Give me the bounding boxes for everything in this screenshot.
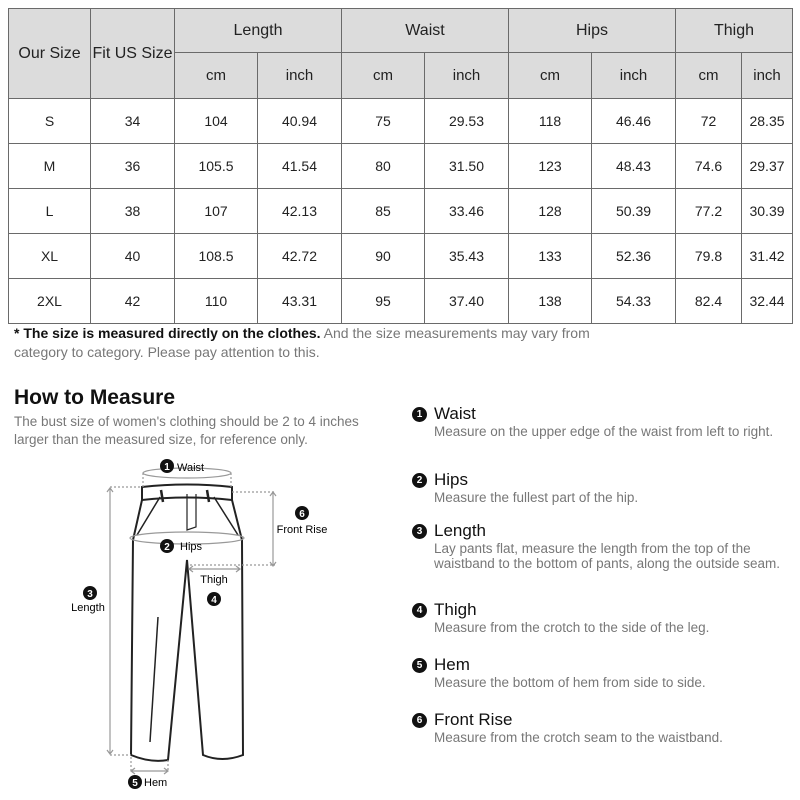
header-waist: Waist — [342, 9, 509, 53]
size-note — [14, 324, 634, 362]
table-cell: 110 — [175, 279, 258, 324]
table-row — [9, 234, 793, 279]
measure-item-heading — [412, 404, 792, 424]
pants-diagram — [0, 440, 400, 800]
table-cell: 31.50 — [425, 144, 509, 189]
table-row — [9, 99, 793, 144]
table-cell: 54.33 — [592, 279, 676, 324]
measure-item-heading — [412, 470, 792, 490]
badge-3: 3 — [87, 589, 93, 600]
table-cell: 107 — [175, 189, 258, 234]
label-waist: Waist — [177, 462, 205, 474]
table-cell: 90 — [342, 234, 425, 279]
header-unit-inch: inch — [258, 53, 342, 99]
table-cell: 33.46 — [425, 189, 509, 234]
number-badge-icon: 2 — [412, 473, 427, 488]
table-cell: 95 — [342, 279, 425, 324]
number-badge-icon: 6 — [412, 713, 427, 728]
table-cell: 38 — [91, 189, 175, 234]
measure-item — [412, 470, 792, 505]
header-unit-inch: inch — [742, 53, 793, 99]
table-cell: 108.5 — [175, 234, 258, 279]
badge-5: 5 — [132, 778, 138, 789]
header-thigh: Thigh — [676, 9, 793, 53]
table-cell: XL — [9, 234, 91, 279]
table-cell: S — [9, 99, 91, 144]
table-cell: 30.39 — [742, 189, 793, 234]
table-cell: 35.43 — [425, 234, 509, 279]
table-cell: 133 — [509, 234, 592, 279]
table-cell: 41.54 — [258, 144, 342, 189]
table-cell: 34 — [91, 99, 175, 144]
table-cell: 42.13 — [258, 189, 342, 234]
table-cell: 138 — [509, 279, 592, 324]
table-cell: 40.94 — [258, 99, 342, 144]
table-cell: 128 — [509, 189, 592, 234]
header-hips: Hips — [509, 9, 676, 53]
measure-item-heading — [412, 655, 792, 675]
measure-item-desc: Lay pants flat, measure the length from the top of the waistband to the bottom of pants, along the outside seam. — [434, 541, 780, 571]
table-cell: 50.39 — [592, 189, 676, 234]
number-badge-icon: 1 — [412, 407, 427, 422]
measure-item — [412, 404, 792, 439]
table-cell: 75 — [342, 99, 425, 144]
measure-item-heading — [412, 600, 792, 620]
header-unit-cm: cm — [175, 53, 258, 99]
table-cell: 104 — [175, 99, 258, 144]
badge-4: 4 — [211, 595, 217, 606]
header-our-size: Our Size — [9, 9, 91, 99]
header-unit-cm: cm — [509, 53, 592, 99]
table-cell: 46.46 — [592, 99, 676, 144]
table-cell: 80 — [342, 144, 425, 189]
size-note-bold: * The size is measured directly on the clothes. — [14, 325, 321, 341]
table-cell: 43.31 — [258, 279, 342, 324]
table-cell: 36 — [91, 144, 175, 189]
table-row — [9, 144, 793, 189]
badge-1: 1 — [164, 462, 170, 473]
header-length: Length — [175, 9, 342, 53]
table-row — [9, 189, 793, 234]
measure-item-title: Hem — [434, 655, 470, 674]
table-cell: 77.2 — [676, 189, 742, 234]
number-badge-icon: 3 — [412, 524, 427, 539]
measure-item-heading — [412, 710, 792, 730]
table-cell: 31.42 — [742, 234, 793, 279]
measure-item-desc: Measure the fullest part of the hip. — [434, 490, 639, 505]
header-unit-cm: cm — [676, 53, 742, 99]
table-cell: 79.8 — [676, 234, 742, 279]
number-badge-icon: 5 — [412, 658, 427, 673]
measure-item-title: Hips — [434, 470, 469, 489]
table-cell: 48.43 — [592, 144, 676, 189]
table-cell: 37.40 — [425, 279, 509, 324]
measure-item — [412, 600, 792, 635]
badge-2: 2 — [164, 542, 170, 553]
measure-item — [412, 655, 792, 690]
measure-item-title: Front Rise — [434, 710, 513, 729]
table-cell: 82.4 — [676, 279, 742, 324]
how-to-measure-subtitle: The bust size of women's clothing should be 2 to 4 inches larger than the measured size, for reference only. — [14, 414, 359, 447]
table-cell: L — [9, 189, 91, 234]
table-cell: M — [9, 144, 91, 189]
table-cell: 52.36 — [592, 234, 676, 279]
measure-item-title: Waist — [434, 404, 476, 423]
table-cell: 123 — [509, 144, 592, 189]
measure-item-desc: Measure the bottom of hem from side to side. — [434, 675, 706, 690]
size-chart-table — [8, 8, 793, 324]
label-front-rise: Front Rise — [276, 524, 328, 536]
table-cell: 42 — [91, 279, 175, 324]
label-hips: Hips — [180, 541, 203, 553]
label-hem: Hem — [144, 777, 168, 789]
table-cell: 42.72 — [258, 234, 342, 279]
table-cell: 32.44 — [742, 279, 793, 324]
measure-item-heading — [412, 521, 792, 541]
measure-item — [412, 710, 792, 745]
measure-item-title: Length — [434, 521, 486, 540]
table-cell: 118 — [509, 99, 592, 144]
table-cell: 29.37 — [742, 144, 793, 189]
how-to-measure-title: How to Measure — [14, 386, 176, 409]
table-cell: 2XL — [9, 279, 91, 324]
header-unit-inch: inch — [425, 53, 509, 99]
measure-item-desc: Measure on the upper edge of the waist from left to right. — [434, 424, 774, 439]
table-cell: 105.5 — [175, 144, 258, 189]
header-unit-cm: cm — [342, 53, 425, 99]
size-note-text: And the size measurements may vary from category to category. Please pay attention to this. — [14, 325, 590, 360]
table-cell: 72 — [676, 99, 742, 144]
table-cell: 40 — [91, 234, 175, 279]
table-cell: 85 — [342, 189, 425, 234]
label-length: Length — [71, 602, 105, 614]
number-badge-icon: 4 — [412, 603, 427, 618]
measure-item-desc: Measure from the crotch to the side of the leg. — [434, 620, 710, 635]
measure-item-title: Thigh — [434, 600, 477, 619]
badge-6: 6 — [299, 509, 305, 520]
label-thigh: Thigh — [200, 574, 228, 586]
header-fit-us-size: Fit US Size — [91, 9, 175, 99]
pants-outline — [131, 485, 243, 761]
table-cell: 29.53 — [425, 99, 509, 144]
measure-item — [412, 521, 792, 571]
table-cell: 74.6 — [676, 144, 742, 189]
header-unit-inch: inch — [592, 53, 676, 99]
measure-item-desc: Measure from the crotch seam to the waistband. — [434, 730, 723, 745]
table-cell: 28.35 — [742, 99, 793, 144]
table-row — [9, 279, 793, 324]
